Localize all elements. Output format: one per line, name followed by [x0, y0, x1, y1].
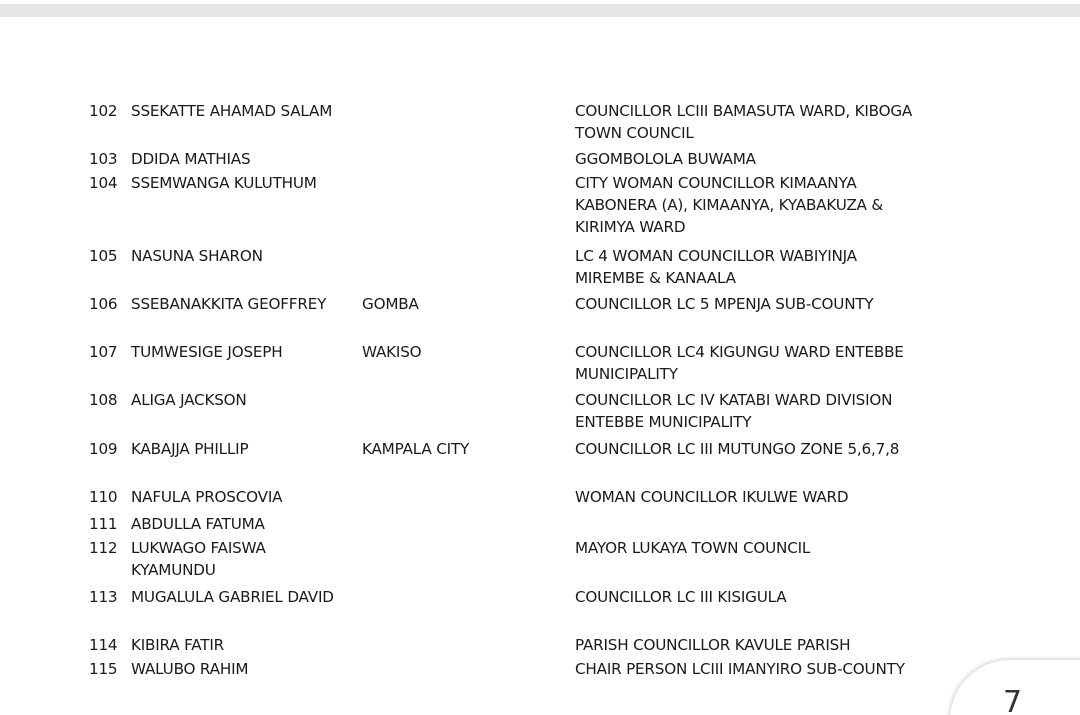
row-position: COUNCILLOR LC IV KATABI WARD DIVISION ENTEBBE MUNICIPALITY: [575, 391, 893, 431]
row-district: GOMBA: [362, 295, 419, 313]
row-position: GGOMBOLOLA BUWAMA: [575, 150, 756, 168]
row-number: 103: [89, 150, 118, 168]
row-number: 109: [89, 440, 118, 458]
row-number: 105: [89, 247, 118, 265]
row-number: 106: [89, 295, 118, 313]
row-number: 108: [89, 391, 118, 409]
page-number: 7: [1003, 685, 1023, 715]
row-number: 102: [89, 102, 118, 120]
row-number: 107: [89, 343, 118, 361]
row-position: CHAIR PERSON LCIII IMANYIRO SUB-COUNTY: [575, 660, 905, 678]
row-position: COUNCILLOR LC4 KIGUNGU WARD ENTEBBE MUNICIPALITY: [575, 343, 904, 383]
row-position: MAYOR LUKAYA TOWN COUNCIL: [575, 539, 811, 557]
row-name: WALUBO RAHIM: [131, 660, 249, 678]
row-district: WAKISO: [362, 343, 422, 361]
row-number: 104: [89, 174, 118, 192]
row-name: SSEMWANGA KULUTHUM: [131, 174, 317, 192]
row-name: ABDULLA FATUMA: [131, 515, 265, 533]
row-number: 115: [89, 660, 118, 678]
row-number: 112: [89, 539, 118, 557]
row-name: ALIGA JACKSON: [131, 391, 247, 409]
row-position: WOMAN COUNCILLOR IKULWE WARD: [575, 488, 849, 506]
row-position: COUNCILLOR LC III KISIGULA: [575, 588, 787, 606]
row-name: LUKWAGO FAISWA KYAMUNDU: [131, 539, 266, 579]
row-name: KIBIRA FATIR: [131, 636, 224, 654]
row-name: SSEKATTE AHAMAD SALAM: [131, 102, 333, 120]
row-position: LC 4 WOMAN COUNCILLOR WABIYINJA MIREMBE & KANAALA: [575, 247, 857, 287]
row-position: PARISH COUNCILLOR KAVULE PARISH: [575, 636, 851, 654]
row-name: NAFULA PROSCOVIA: [131, 488, 283, 506]
row-name: KABAJJA PHILLIP: [131, 440, 249, 458]
row-name: DDIDA MATHIAS: [131, 150, 251, 168]
row-position: COUNCILLOR LC III MUTUNGO ZONE 5,6,7,8: [575, 440, 900, 458]
row-district: KAMPALA CITY: [362, 440, 470, 458]
row-name: NASUNA SHARON: [131, 247, 263, 265]
row-number: 113: [89, 588, 118, 606]
row-name: MUGALULA GABRIEL DAVID: [131, 588, 334, 606]
row-number: 111: [89, 515, 118, 533]
row-position: COUNCILLOR LC 5 MPENJA SUB-COUNTY: [575, 295, 874, 313]
row-position: CITY WOMAN COUNCILLOR KIMAANYA KABONERA (A), KIMAANYA, KYABAKUZA & KIRIMYA WARD: [575, 174, 884, 236]
row-number: 114: [89, 636, 118, 654]
row-number: 110: [89, 488, 118, 506]
row-name: TUMWESIGE JOSEPH: [131, 343, 283, 361]
row-name: SSEBANAKKITA GEOFFREY: [131, 295, 327, 313]
row-position: COUNCILLOR LCIII BAMASUTA WARD, KIBOGA TOWN COUNCIL: [575, 102, 913, 142]
